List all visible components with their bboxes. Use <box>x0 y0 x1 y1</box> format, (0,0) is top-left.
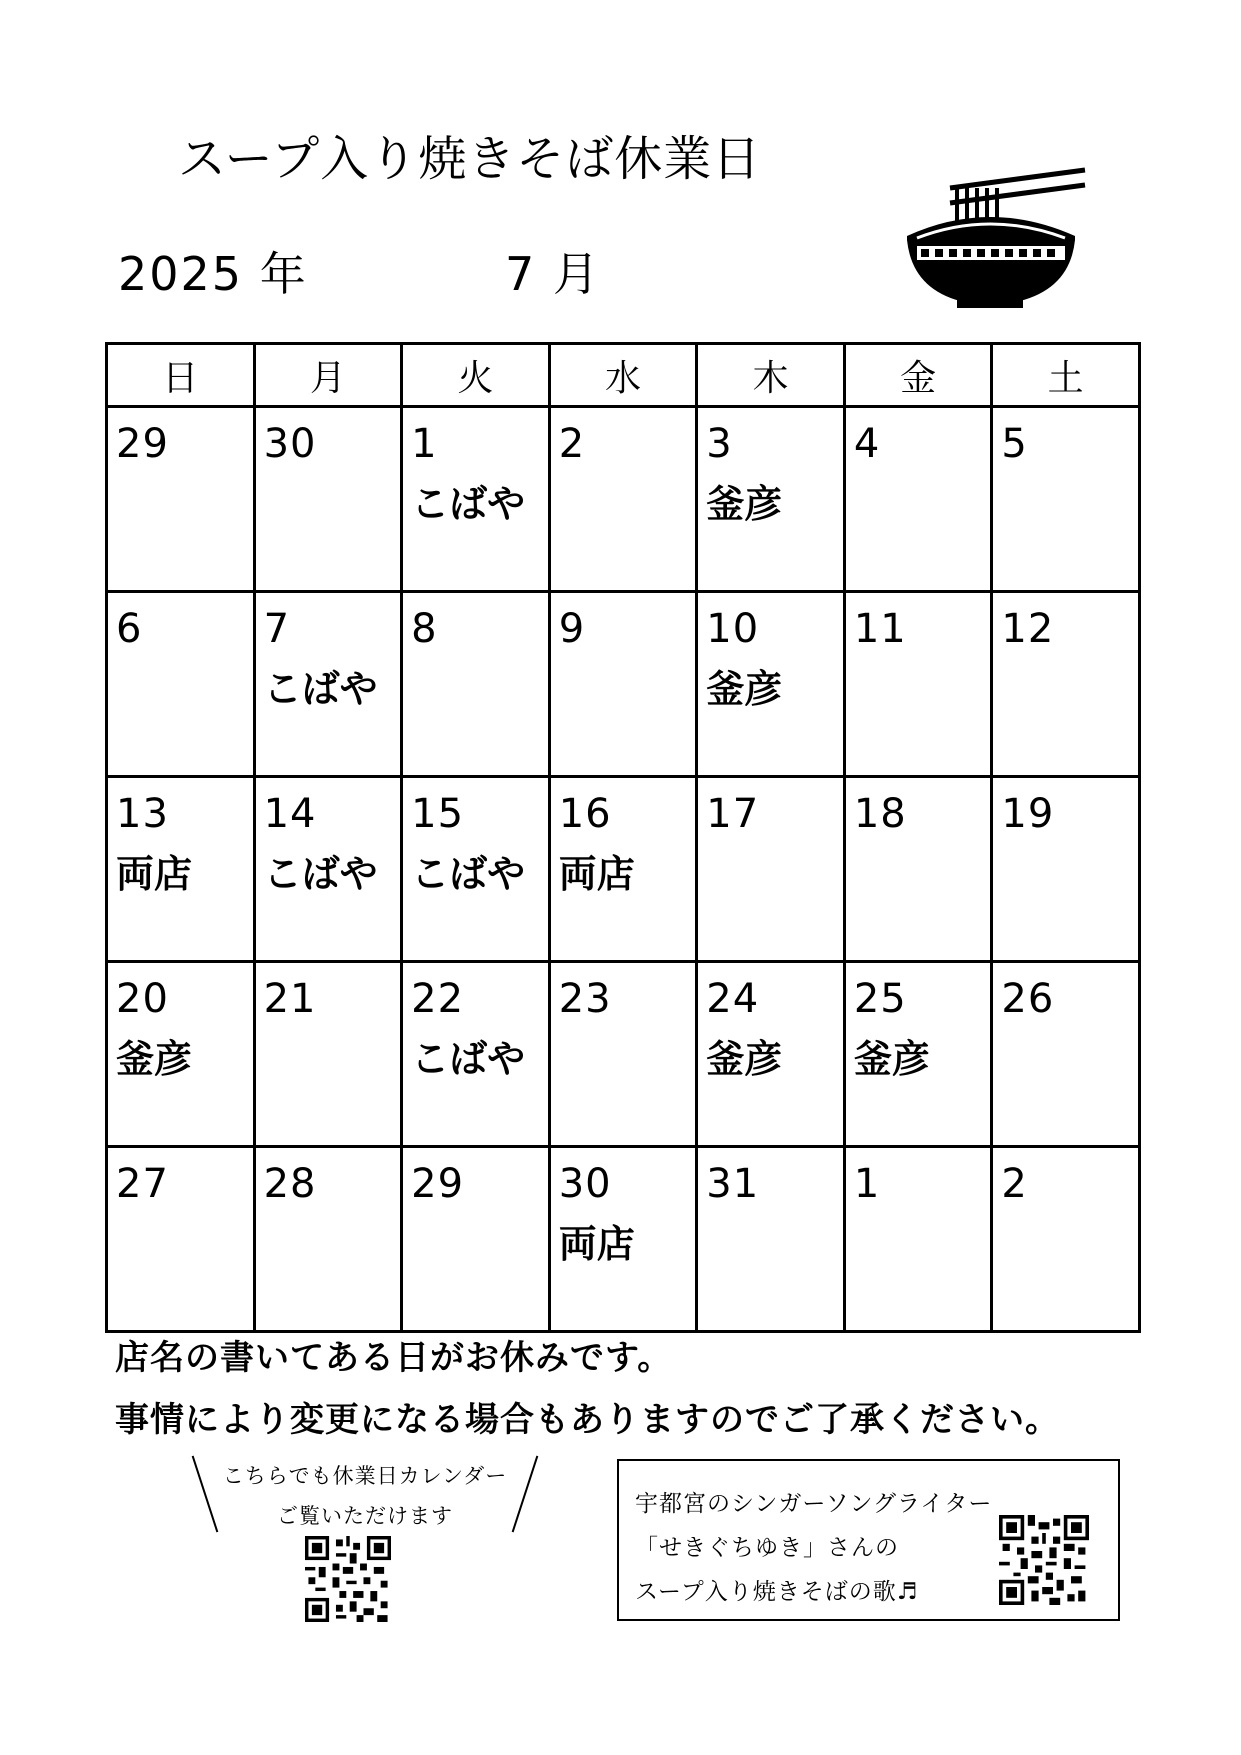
calendar-cell <box>844 962 992 1147</box>
calendar-cell <box>844 777 992 962</box>
closed-shop <box>698 834 843 854</box>
page-title: スープ入り焼きそば休業日 <box>178 131 762 187</box>
closed-shop <box>993 649 1138 669</box>
calendar-week <box>107 962 1140 1147</box>
closed-shop: 釜彦 <box>853 1037 930 1081</box>
calendar-cell <box>549 1147 697 1332</box>
day-number: 29 <box>116 421 169 467</box>
day-number: 1 <box>853 1161 881 1207</box>
day-number: 27 <box>116 1161 169 1207</box>
calendar-cell <box>697 592 845 777</box>
calendar-cell <box>402 1147 550 1332</box>
day-number: 31 <box>706 1161 760 1207</box>
closed-shop <box>993 834 1138 854</box>
closed-shop <box>551 1019 696 1039</box>
closed-shop: 両店 <box>116 852 193 896</box>
holiday-calendar <box>105 342 1141 1333</box>
noodle-bowl-icon <box>895 158 1145 328</box>
calendar-cell <box>402 592 550 777</box>
day-number: 30 <box>263 421 317 467</box>
calendar-cell <box>697 962 845 1147</box>
change-disclaimer: 事情により変更になる場合もありますのでご了承ください。 <box>115 1400 1060 1440</box>
closed-shop: 釜彦 <box>116 1037 193 1081</box>
closed-shop: 両店 <box>558 852 635 896</box>
closed-shop <box>256 1019 401 1039</box>
calendar-cell <box>549 777 697 962</box>
month-label: 7 月 <box>505 247 601 301</box>
calendar-week <box>107 592 1140 777</box>
promo-line-2: ご覧いただけます <box>277 1504 453 1528</box>
day-number: 18 <box>853 791 907 837</box>
calendar-week <box>107 1147 1140 1332</box>
day-number: 14 <box>263 791 317 837</box>
weekday-header-sun: 日 <box>107 344 255 407</box>
weekday-header-thu: 木 <box>697 344 845 407</box>
day-number: 28 <box>263 1161 317 1207</box>
calendar-cell <box>254 1147 402 1332</box>
calendar-cell <box>107 1147 255 1332</box>
closed-shop <box>551 649 696 669</box>
calendar-cell <box>992 962 1140 1147</box>
day-number: 13 <box>116 791 169 837</box>
qr-code-icon[interactable] <box>999 1515 1089 1605</box>
song-info-box <box>617 1459 1120 1621</box>
year-label: 2025 年 <box>118 247 308 301</box>
closed-shop: こばや <box>411 1037 526 1081</box>
weekday-header-mon: 月 <box>254 344 402 407</box>
promo-line-1: こちらでも休業日カレンダー <box>222 1464 508 1488</box>
calendar-cell <box>107 962 255 1147</box>
calendar-cell <box>254 777 402 962</box>
calendar-cell <box>844 407 992 592</box>
day-number: 24 <box>706 976 760 1022</box>
calendar-cell <box>254 592 402 777</box>
day-number: 21 <box>263 976 317 1022</box>
song-line-1: 宇都宮のシンガーソングライター <box>635 1491 993 1517</box>
closed-shop: こばや <box>411 852 526 896</box>
closed-shop: 釜彦 <box>706 1037 783 1081</box>
day-number: 1 <box>411 421 438 467</box>
calendar-cell <box>549 592 697 777</box>
closed-shop <box>256 464 401 484</box>
calendar-cell <box>992 777 1140 962</box>
calendar-cell <box>549 962 697 1147</box>
closed-shop <box>108 1204 253 1224</box>
calendar-week <box>107 407 1140 592</box>
day-number: 2 <box>1001 1161 1028 1207</box>
day-number: 12 <box>1001 606 1055 652</box>
qr-code-icon[interactable] <box>305 1536 391 1622</box>
closed-shop <box>846 649 991 669</box>
closed-shop <box>108 464 253 484</box>
day-number: 5 <box>1001 421 1028 467</box>
closed-shop <box>993 1019 1138 1039</box>
calendar-cell <box>992 1147 1140 1332</box>
song-line-3: スープ入り焼きそばの歌♬ <box>635 1579 919 1605</box>
closed-shop <box>403 1204 548 1224</box>
day-number: 23 <box>558 976 612 1022</box>
calendar-cell <box>402 407 550 592</box>
calendar-cell <box>549 407 697 592</box>
calendar-cell <box>254 962 402 1147</box>
day-number: 22 <box>411 976 465 1022</box>
day-number: 16 <box>558 791 612 837</box>
day-number: 4 <box>853 421 881 467</box>
day-number: 30 <box>558 1161 612 1207</box>
weekday-header-sat: 土 <box>992 344 1140 407</box>
closed-shop: こばや <box>411 482 526 526</box>
closed-shop: こばや <box>263 667 378 711</box>
closed-shop: 両店 <box>558 1222 635 1266</box>
calendar-cell <box>992 407 1140 592</box>
day-number: 26 <box>1001 976 1055 1022</box>
song-line-2: 「せきぐちゆき」さんの <box>635 1535 899 1561</box>
day-number: 20 <box>116 976 169 1022</box>
calendar-cell <box>992 592 1140 777</box>
calendar-cell <box>254 407 402 592</box>
day-number: 9 <box>558 606 586 652</box>
day-number: 6 <box>116 606 143 652</box>
day-number: 15 <box>411 791 465 837</box>
closed-shop <box>403 649 548 669</box>
closed-shop <box>256 1204 401 1224</box>
calendar-cell <box>844 1147 992 1332</box>
calendar-cell <box>402 962 550 1147</box>
day-number: 10 <box>706 606 760 652</box>
weekday-header-wed: 水 <box>549 344 697 407</box>
closed-shop <box>108 649 253 669</box>
day-number: 8 <box>411 606 438 652</box>
day-number: 19 <box>1001 791 1055 837</box>
calendar-cell <box>697 1147 845 1332</box>
calendar-cell <box>697 777 845 962</box>
day-number: 17 <box>706 791 760 837</box>
closed-shop: こばや <box>263 852 378 896</box>
calendar-cell <box>107 407 255 592</box>
calendar-cell <box>844 592 992 777</box>
weekday-header-fri: 金 <box>844 344 992 407</box>
day-number: 11 <box>853 606 907 652</box>
closed-shop: 釜彦 <box>706 667 783 711</box>
closed-shop <box>846 1204 991 1224</box>
closed-shop <box>993 464 1138 484</box>
calendar-cell <box>697 407 845 592</box>
closed-shop: 釜彦 <box>706 482 783 526</box>
closed-shop <box>993 1204 1138 1224</box>
day-number: 29 <box>411 1161 465 1207</box>
closed-shop <box>698 1204 843 1224</box>
day-number: 25 <box>853 976 907 1022</box>
calendar-week <box>107 777 1140 962</box>
calendar-cell <box>402 777 550 962</box>
closure-note: 店名の書いてある日がお休みです。 <box>115 1338 673 1378</box>
closed-shop <box>846 834 991 854</box>
calendar-cell <box>107 777 255 962</box>
day-number: 7 <box>263 606 291 652</box>
closed-shop <box>551 464 696 484</box>
calendar-cell <box>107 592 255 777</box>
closed-shop <box>846 464 991 484</box>
day-number: 3 <box>706 421 733 467</box>
weekday-header-tue: 火 <box>402 344 550 407</box>
day-number: 2 <box>558 421 586 467</box>
